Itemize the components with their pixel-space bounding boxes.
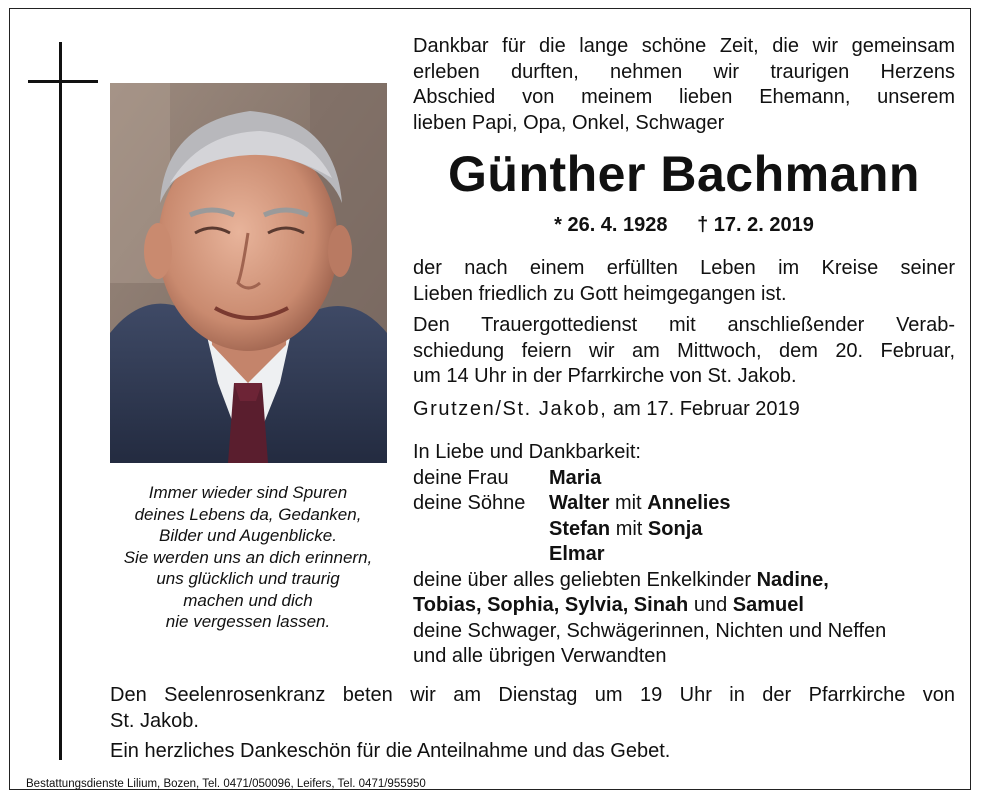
thanks-text: Ein herzliches Dankeschön für die Anteilnahme und das Gebet. [110, 740, 671, 762]
family-member: Nadine, [756, 568, 829, 591]
poem-line: Immer wieder sind Spuren [148, 483, 348, 502]
poem-line: Sie werden uns an dich erinnern, [123, 547, 373, 567]
intro-line: erleben durften, nehmen wir traurigen Herzens [413, 60, 955, 83]
cross-icon [59, 42, 62, 760]
portrait-photo [110, 83, 387, 463]
poem-line: Bilder und Augenblicke. [159, 526, 337, 545]
service-line: schiedung feiern wir am Mittwoch, dem 20. Februar, [413, 339, 955, 362]
intro-line: lieben Papi, Opa, Onkel, Schwager [413, 111, 725, 134]
poem-line: machen und dich [183, 590, 313, 610]
grandkids-row [413, 568, 973, 594]
son-row [413, 542, 973, 568]
intro-line: Abschied von meinem lieben Ehemann, unserem [413, 86, 955, 108]
family-member: Elmar [549, 543, 605, 565]
birth-date: * 26. 4. 1928 [554, 214, 668, 236]
family-member: Sonja [647, 517, 703, 540]
date: am 17. Februar 2019 [613, 398, 800, 420]
rosary-line: St. Jakob. [110, 709, 199, 732]
others-row: deine Schwager, Schwägerinnen, Nichten und Neffen [413, 619, 887, 642]
relation-label: deine Frau [413, 466, 509, 489]
deceased-name: Günther Bachmann [448, 146, 920, 202]
grandkids-row [413, 593, 973, 619]
place-date [413, 398, 800, 421]
passing-line: Lieben friedlich zu Gott heimgegangen ist. [413, 282, 787, 305]
family-member: Walter [549, 492, 610, 514]
service-line: Den Trauergottedienst mit anschließender Verab- [413, 314, 955, 336]
funeral-home-footer: Bestattungsdienste Lilium, Bozen, Tel. 0471/050096, Leifers, Tel. 0471/955950 [26, 778, 426, 790]
connector: und [693, 594, 728, 616]
passing-text [413, 256, 955, 307]
family-member: Samuel [732, 594, 804, 616]
son-row [413, 517, 973, 543]
memorial-poem [100, 482, 396, 633]
place: Grutzen/St. Jakob, [413, 398, 608, 420]
poem-line: uns glücklich und traurig [156, 569, 340, 588]
cross-icon-bar [28, 80, 98, 83]
family-member: Maria [549, 466, 602, 489]
others-row: und alle übrigen Verwandten [413, 645, 667, 667]
rosary-text [110, 683, 955, 734]
intro-line: Dankbar für die lange schöne Zeit, die wir gemeinsam [413, 35, 955, 57]
poem-line: nie vergessen lassen. [165, 612, 331, 631]
family-heading: In Liebe und Dankbarkeit: [413, 441, 641, 463]
life-dates [413, 214, 955, 237]
connector: mit [615, 517, 643, 540]
poem-line: deines Lebens da, Gedanken, [134, 504, 362, 524]
service-line: um 14 Uhr in der Pfarrkirche von St. Jakob. [413, 365, 797, 387]
passing-line: der nach einem erfüllten Leben im Kreise seiner [413, 257, 955, 279]
relation-label: deine Söhne [413, 492, 526, 514]
connector: mit [614, 492, 642, 514]
family-member: Annelies [647, 492, 731, 514]
family-list [413, 440, 973, 670]
service-text [413, 313, 955, 390]
family-member: Stefan [549, 517, 611, 540]
intro-text [413, 34, 955, 136]
death-date: † 17. 2. 2019 [697, 214, 814, 236]
wife-row [413, 466, 973, 492]
family-member: Tobias, Sophia, Sylvia, Sinah [413, 594, 689, 616]
rosary-line: Den Seelenrosenkranz beten wir am Dienstag um 19 Uhr in der Pfarrkirche von [110, 684, 955, 706]
grandkids-intro: deine über alles geliebten Enkelkinder [413, 568, 752, 591]
son-row [413, 491, 973, 517]
